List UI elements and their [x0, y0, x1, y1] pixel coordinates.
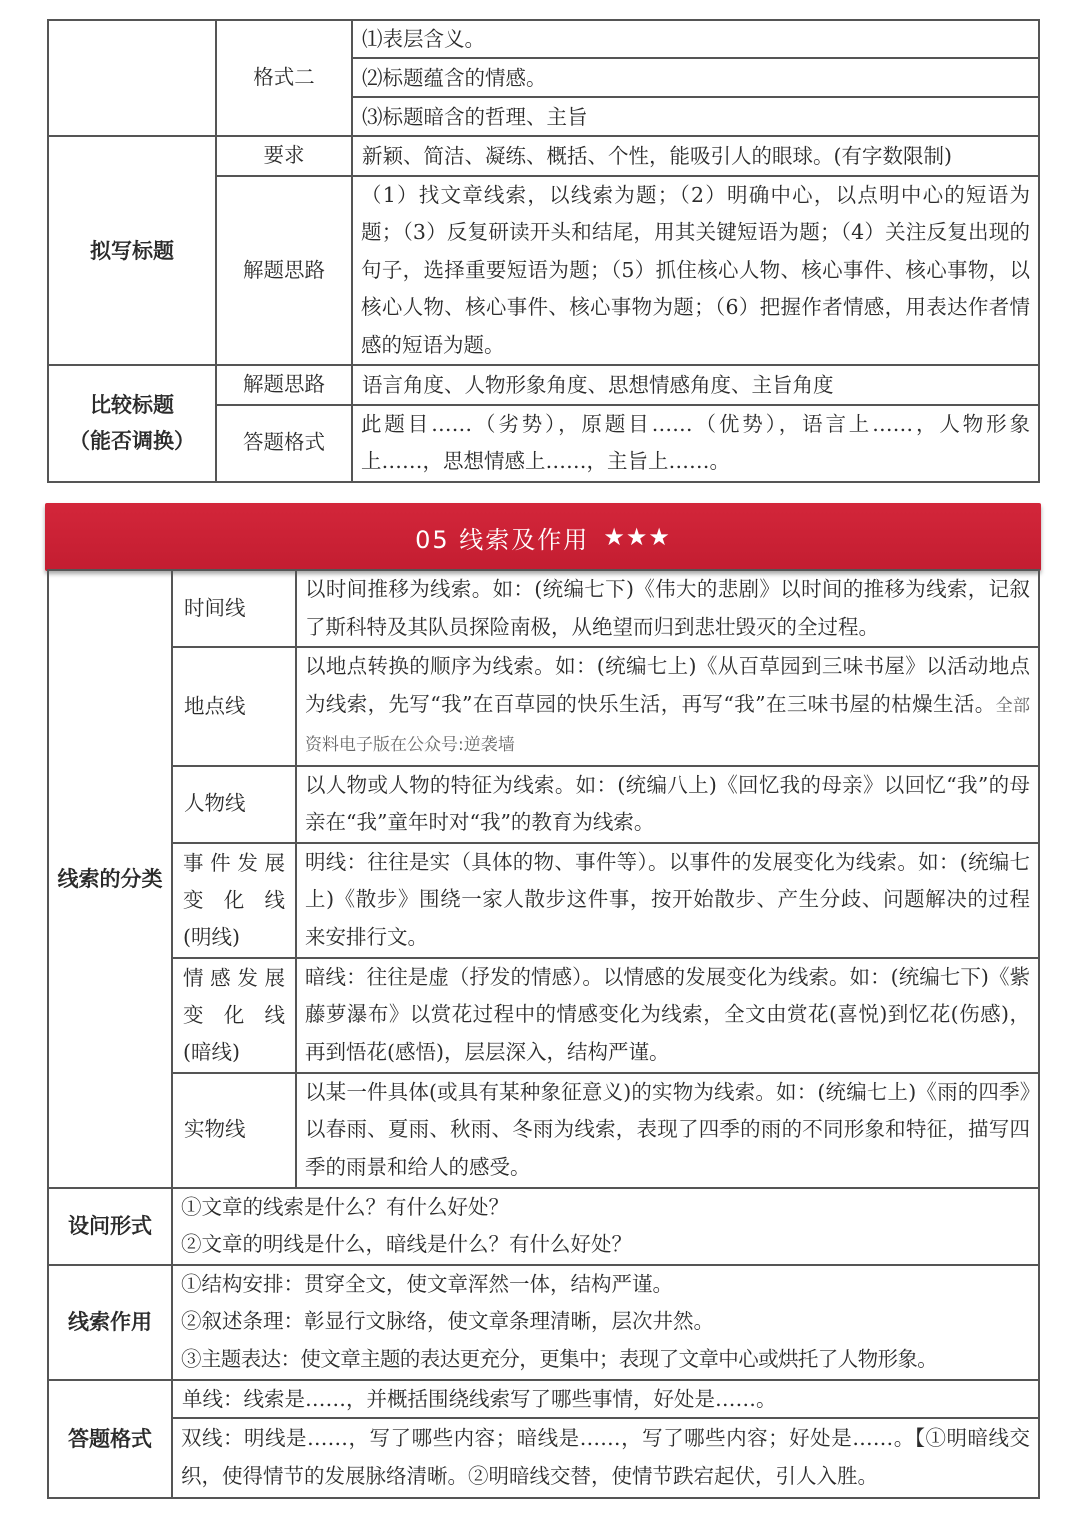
clue-type-text: 以人物或人物的特征为线索。如：(统编八上)《回忆我的母亲》以回忆“我”的母亲在“我”童年时对“我”的教育为线索。: [296, 766, 1039, 843]
format2-item: ⑶标题暗含的哲理、主旨: [352, 97, 1039, 136]
clue-classification-label: 线索的分类: [48, 570, 172, 1188]
approach-text: （1）找文章线索，以线索为题；（2）明确中心，以点明中心的短语为题；（3）反复研读开头和结尾，用其关键短语为题；（4）关注反复出现的句子，选择重要短语为题；（5）抓住核心人物、核心事件、核心事物，以核心人物、核心事件、核心事物为题；（6）把握作者情感，用表达作者情感的短语为题。: [352, 176, 1039, 366]
clue-type-label: [172, 843, 296, 958]
clue-table: [47, 569, 1040, 1499]
clue-type-text: [296, 647, 1039, 766]
clue-type-label: 实物线: [172, 1073, 296, 1188]
format2-item: ⑵标题蕴含的情感。: [352, 58, 1039, 97]
compare-approach-label: 解题思路: [216, 365, 352, 405]
approach-label: 解题思路: [216, 176, 352, 366]
format2-label: 格式二: [216, 20, 352, 136]
watermark-text: 全部资料电子版在公众号:逆袭墙: [305, 695, 1031, 755]
compare-title-label-line1: 比较标题: [90, 393, 174, 418]
requirement-label: 要求: [216, 136, 352, 176]
clue-type-text-body: 以地点转换的顺序为线索。如：(统编七上)《从百草园到三味书屋》以活动地点为线索，先写“我”在百草园的快乐生活，再写“我”在三味书屋的枯燥生活。: [305, 654, 1030, 716]
clue-type-label-line: 情感发展: [183, 965, 285, 990]
clue-type-text: 暗线：往往是虚（抒发的情感）。以情感的发展变化为线索。如：(统编七下)《紫藤萝瀑布》以赏花过程中的情感变化为线索，全文由赏花(喜悦)到忆花(伤感)，再到悟花(感悟)，层层深入，结构严谨。: [296, 958, 1039, 1073]
clue-type-label-line: (明线): [183, 924, 240, 949]
answer-format-single: 单线：线索是……，并概括围绕线索写了哪些事情，好处是……。: [172, 1380, 1039, 1418]
title-methods-table: [47, 19, 1040, 483]
clue-function-line: ②叙述条理：彰显行文脉络，使文章条理清晰，层次井然。: [181, 1309, 714, 1334]
answer-format-label: 答题格式: [216, 405, 352, 482]
compare-title-label-line2: （能否调换）: [69, 429, 195, 454]
question-form-label: 设问形式: [48, 1188, 172, 1265]
clue-type-text: 以某一件具体(或具有某种象征意义)的实物为线索。如：(统编七上)《雨的四季》以春雨、夏雨、秋雨、冬雨为线索，表现了四季的雨的不同形象和特征，描写四季的雨景和给人的感受。: [296, 1073, 1039, 1188]
requirement-text: 新颖、简洁、凝练、概括、个性，能吸引人的眼球。(有字数限制): [352, 136, 1039, 176]
question-form-line: ①文章的线索是什么？有什么好处？: [181, 1194, 509, 1219]
answer-format-label: 答题格式: [48, 1380, 172, 1498]
clue-function-label: 线索作用: [48, 1265, 172, 1380]
clue-function-line: ①结构安排：贯穿全文，使文章浑然一体，结构严谨。: [181, 1271, 673, 1296]
answer-format-text: 此题目……（劣势），原题目……（优势），语言上……，人物形象上……，思想情感上……，主旨上……。: [352, 405, 1039, 482]
clue-type-label: 人物线: [172, 766, 296, 843]
clue-function-line: ③主题表达：使文章主题的表达更充分，更集中；表现了文章中心或烘托了人物形象。: [181, 1346, 938, 1371]
clue-type-label-line: 变 化 线: [183, 1002, 285, 1027]
draft-title-label: 拟写标题: [48, 136, 216, 365]
compare-approach-text: 语言角度、人物形象角度、思想情感角度、主旨角度: [352, 365, 1039, 405]
empty-cell: [48, 20, 216, 136]
question-form-text: [172, 1188, 1039, 1265]
clue-type-label: [172, 958, 296, 1073]
clue-type-label: 时间线: [172, 570, 296, 647]
clue-type-text: 明线：往往是实（具体的物、事件等）。以事件的发展变化为线索。如：(统编七上)《散步》围绕一家人散步这件事，按开始散步、产生分歧、问题解决的过程来安排行文。: [296, 843, 1039, 958]
question-form-line: ②文章的明线是什么，暗线是什么？有什么好处？: [181, 1232, 632, 1256]
section-banner: [45, 503, 1041, 571]
clue-type-text: 以时间推移为线索。如：(统编七下)《伟大的悲剧》以时间的推移为线索，记叙了斯科特及其队员探险南极，从绝望而归到悲壮毁灭的全过程。: [296, 570, 1039, 647]
rating-stars-icon: ★★★: [603, 523, 671, 551]
format2-item: ⑴表层含义。: [352, 20, 1039, 58]
compare-title-label: [48, 365, 216, 482]
clue-function-text: [172, 1265, 1039, 1380]
clue-type-label-line: (暗线): [183, 1039, 240, 1064]
answer-format-double: 双线：明线是……，写了哪些内容；暗线是……，写了哪些内容；好处是……。【①明暗线交织，使得情节的发展脉络清晰。②明暗线交替，使情节跌宕起伏，引人入胜。: [172, 1418, 1039, 1498]
clue-type-label: 地点线: [172, 647, 296, 766]
section-title: 05 线索及作用: [415, 525, 590, 554]
clue-type-label-line: 事件发展: [183, 850, 285, 875]
clue-type-label-line: 变 化 线: [183, 887, 285, 912]
